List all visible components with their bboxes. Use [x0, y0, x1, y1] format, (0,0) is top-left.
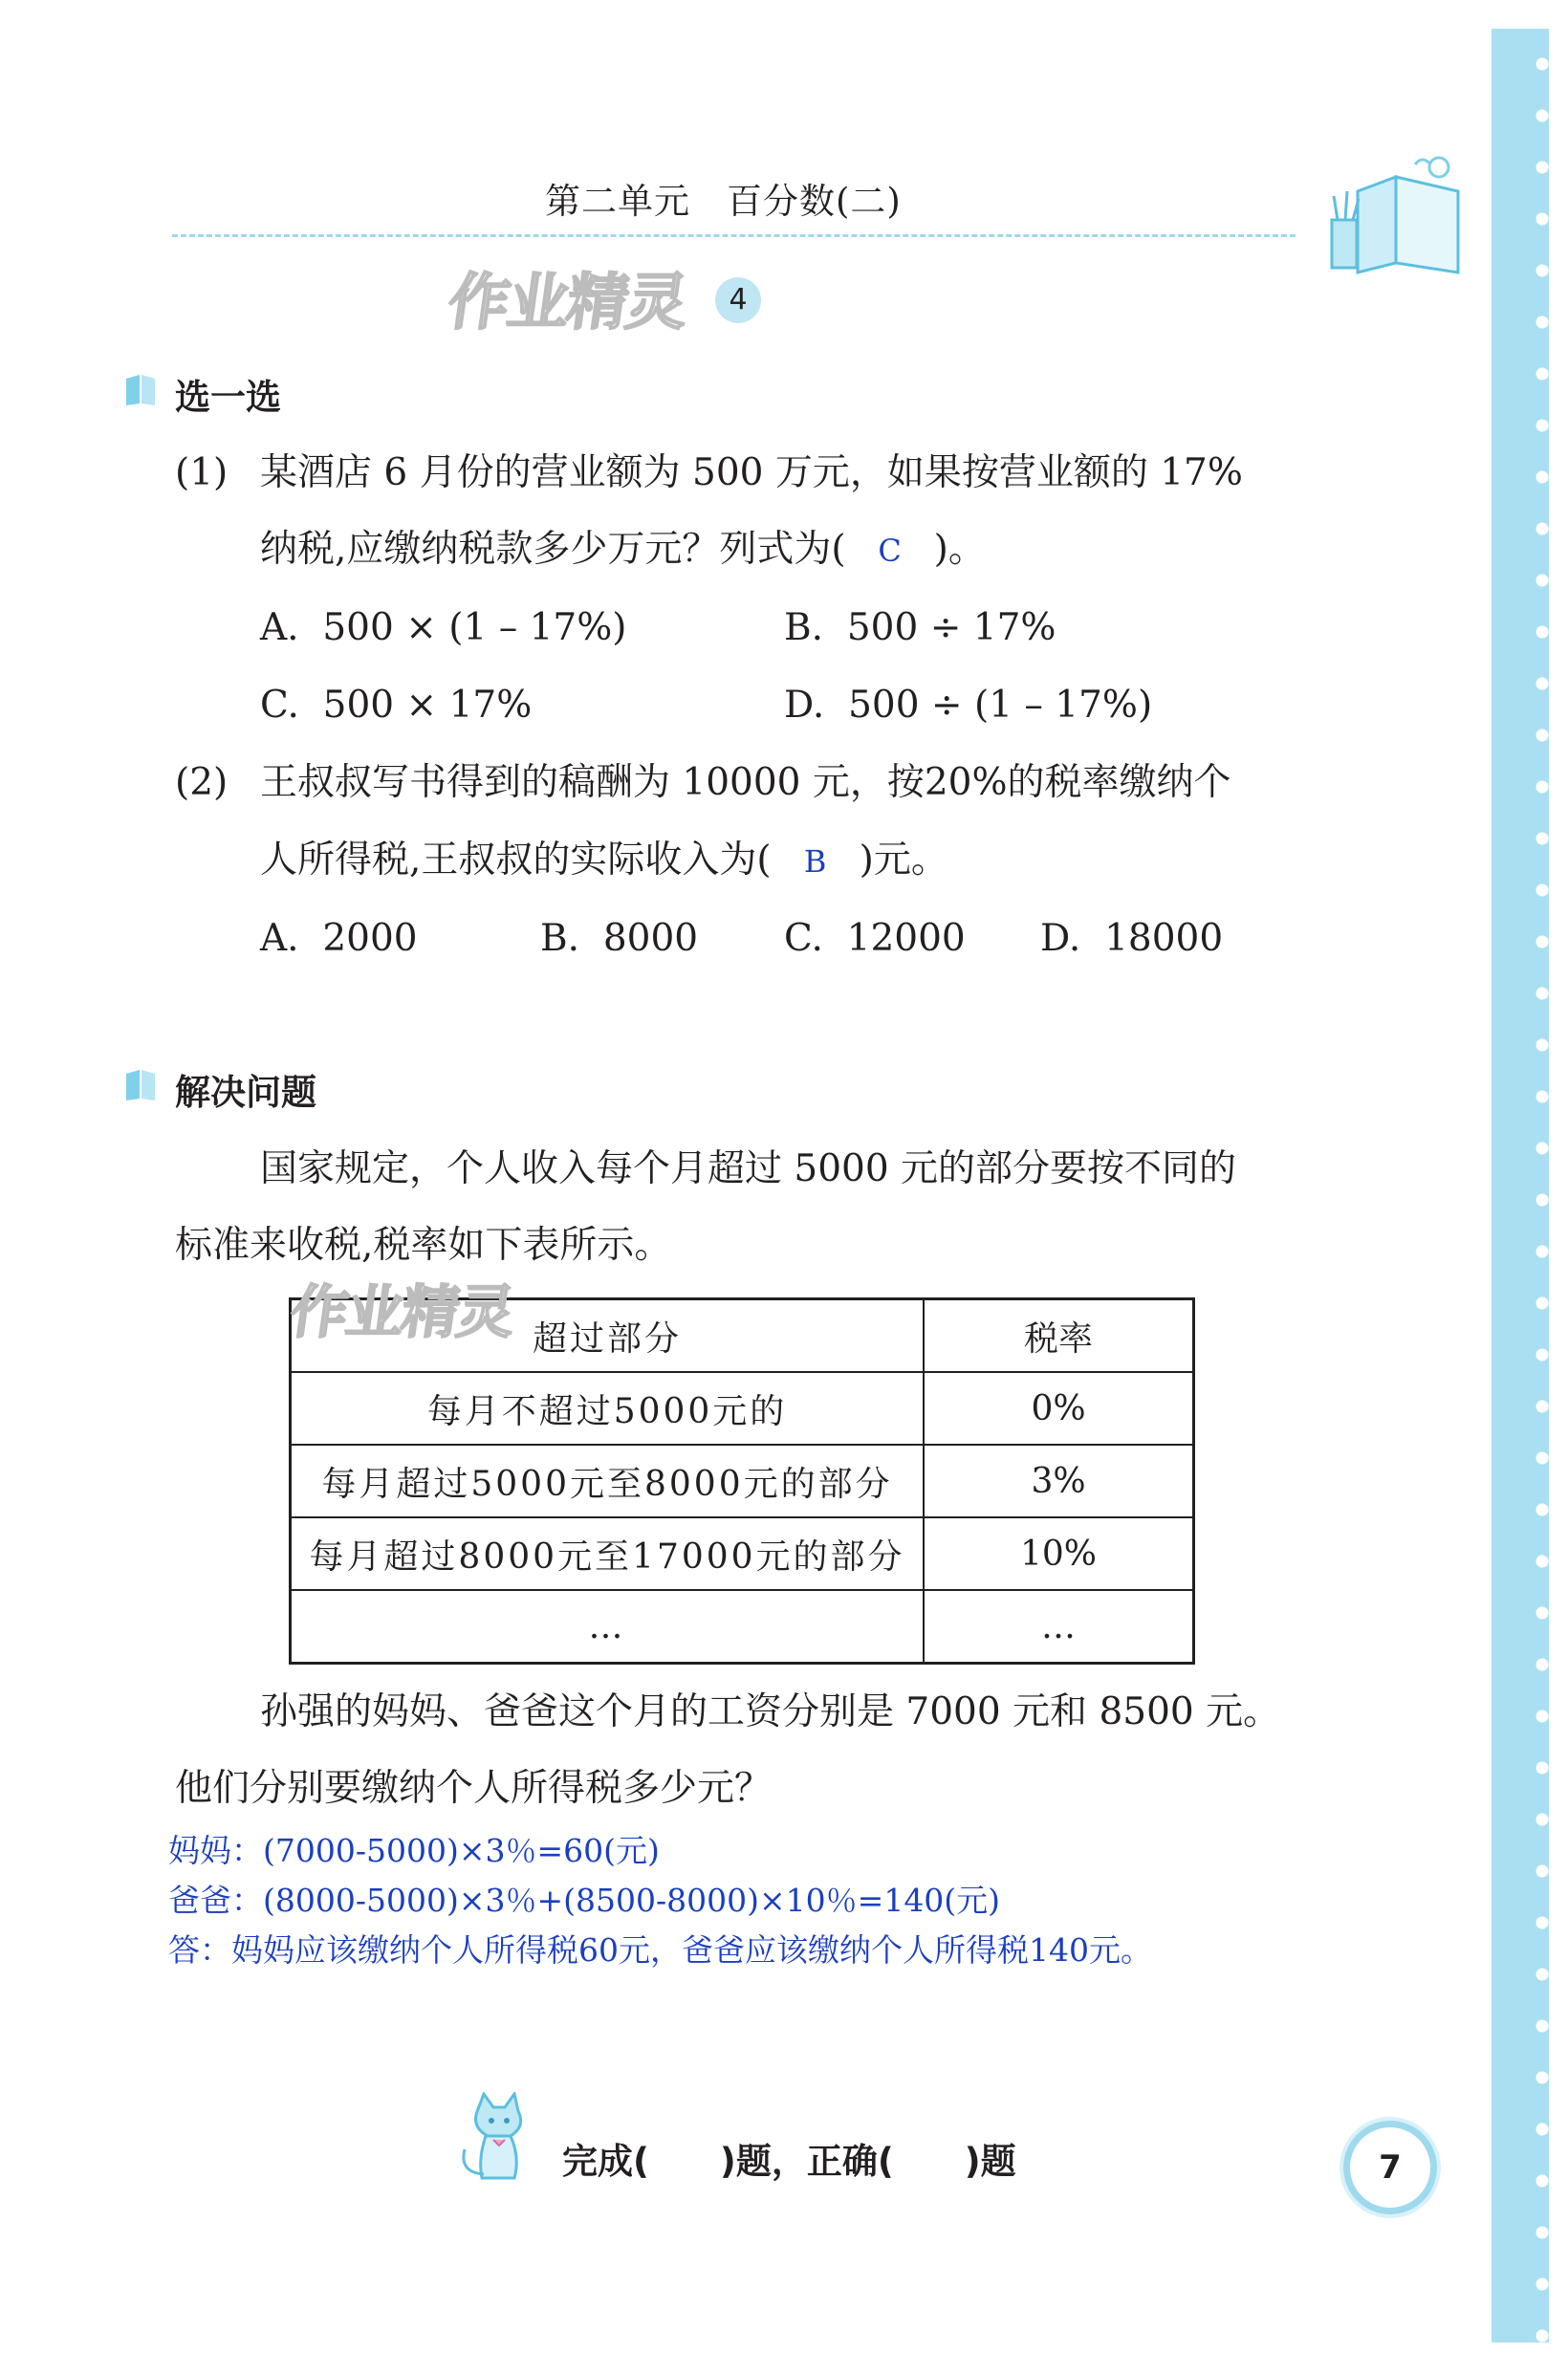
watermark-logo: 作业精灵: [443, 268, 691, 338]
option: B. 8000: [540, 917, 699, 960]
answer-choice: B: [803, 843, 827, 880]
lesson-number-badge: 4: [715, 277, 761, 323]
option: A. 500 × (1 – 17%): [260, 606, 627, 649]
question-number: (1): [175, 451, 229, 494]
question-text-part: 人所得税,王叔叔的实际收入为(: [260, 839, 772, 882]
tax-rate-table: [289, 1297, 1195, 1665]
handwritten-answer: 妈妈：(7000-5000)×3％=60(元): [168, 1832, 660, 1869]
paragraph-line: 他们分别要缴纳个人所得税多少元？: [175, 1767, 773, 1810]
table-row: [291, 1372, 1194, 1445]
question-text-part: )。: [933, 528, 986, 571]
question-text: [260, 528, 986, 571]
question-text: 王叔叔写书得到的稿酬为 10000 元，按20%的税率缴纳个: [260, 761, 1231, 804]
book-illustration-icon: [1324, 153, 1477, 287]
handwritten-answer: 爸爸：(8000-5000)×3％+(8500-8000)×10％=140(元): [168, 1882, 1001, 1919]
paragraph-line: 国家规定，个人收入每个月超过 5000 元的部分要按不同的: [260, 1147, 1237, 1190]
handwritten-answer: 答：妈妈应该缴纳个人所得税60元，爸爸应该缴纳个人所得税140元。: [168, 1931, 1152, 1969]
decorative-side-strip: [1492, 29, 1549, 2342]
page-number: 7: [1343, 2121, 1437, 2214]
table-row: [291, 1517, 1194, 1590]
book-icon: [122, 1068, 159, 1102]
table-cell: 每月超过8000元至17000元的部分: [291, 1517, 925, 1590]
table-cell: 10%: [924, 1517, 1194, 1590]
question-number: (2): [175, 761, 229, 804]
table-cell: …: [924, 1590, 1194, 1664]
table-header: 税率: [924, 1299, 1194, 1373]
cat-icon: [451, 2092, 537, 2183]
question-text-part: 纳税,应缴纳税款多少万元？列式为(: [260, 528, 846, 571]
option: D. 18000: [1040, 917, 1224, 960]
watermark-logo: 作业精灵: [286, 1279, 518, 1346]
section-title: 解决问题: [175, 1072, 316, 1113]
table-cell: …: [291, 1590, 925, 1664]
question-text: 某酒店 6 月份的营业额为 500 万元，如果按营业额的 17%: [260, 451, 1243, 494]
option: D. 500 ÷ (1 – 17%): [784, 684, 1153, 727]
paragraph-line: 标准来收税,税率如下表所示。: [175, 1224, 672, 1267]
table-row: [291, 1590, 1194, 1664]
option: C. 500 × 17%: [260, 684, 533, 727]
unit-title: 第二单元 百分数(二): [545, 181, 902, 222]
header-divider: [172, 234, 1296, 237]
table-cell: 0%: [924, 1372, 1194, 1445]
table-header: 超过部分: [291, 1299, 925, 1373]
answer-choice: C: [878, 533, 902, 569]
question-text: [260, 839, 948, 882]
book-icon: [122, 373, 159, 407]
table-cell: 每月超过5000元至8000元的部分: [291, 1445, 925, 1517]
option: C. 12000: [784, 917, 966, 960]
section-title: 选一选: [175, 377, 281, 418]
option: A. 2000: [260, 917, 418, 960]
table-cell: 3%: [924, 1445, 1194, 1517]
table-cell: 每月不超过5000元的: [291, 1372, 925, 1445]
paragraph-line: 孙强的妈妈、爸爸这个月的工资分别是 7000 元和 8500 元。: [260, 1690, 1281, 1733]
table-row: [291, 1445, 1194, 1517]
question-text-part: )元。: [859, 839, 948, 882]
option: B. 500 ÷ 17%: [784, 606, 1056, 649]
completion-record: 完成( )题，正确( )题: [562, 2141, 1016, 2182]
